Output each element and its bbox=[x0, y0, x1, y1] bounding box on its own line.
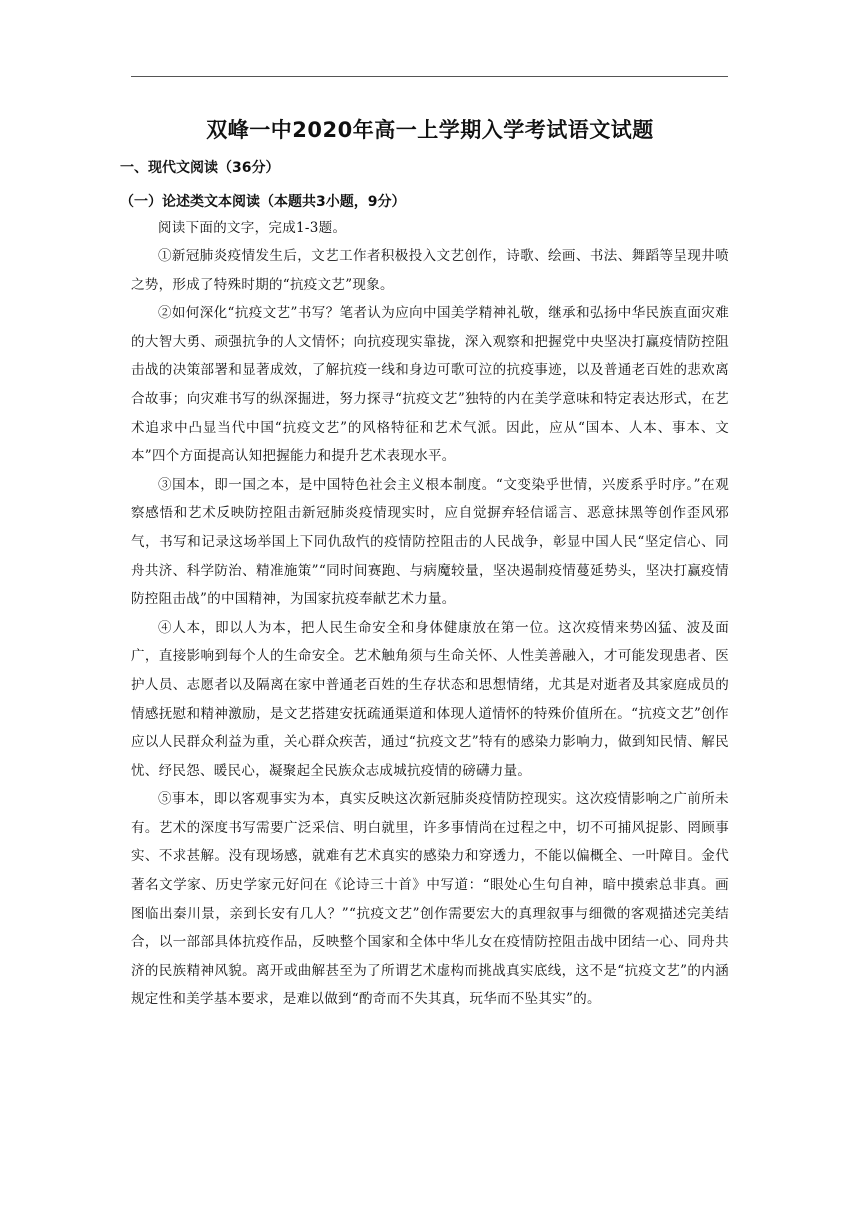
paragraph-5: ⑤事本，即以客观事实为本，真实反映这次新冠肺炎疫情防控现实。这次疫情影响之广前所未有。艺术的深度书写需要广泛采信、明白就里，许多事情尚在过程之中，切不可捕风捉影、罔顾事实、不求甚解。没有现场感，就难有艺术真实的感染力和穿透力，不能以偏概全、一叶障目。金代著名文学家、历史学家元好问在《论诗三十首》中写道：“眼处心生句自神，暗中摸索总非真。画图临出秦川景，亲到长安有几人？”“抗疫文艺”创作需要宏大的真理叙事与细微的客观描述完美结合，以一部部具体抗疫作品，反映整个国家和全体中华儿女在疫情防控阻击战中团结一心、同舟共济的民族精神风貌。离开或曲解甚至为了所谓艺术虚构而挑战真实底线，这不是“抗疫文艺”的内涵规定性和美学基本要求，是难以做到“酌奇而不失其真，玩华而不坠其实”的。 bbox=[131, 791, 729, 1008]
paragraph-3: ③国本，即一国之本，是中国特色社会主义根本制度。“文变染乎世情，兴废系乎时序。”在观察感悟和艺术反映防控阻击新冠肺炎疫情现实时，应自觉摒弃轻信谣言、恶意抹黑等创作歪风邪气，书写和记录这场举国上下同仇敌忾的疫情防控阻击的人民战争，彰显中国人民“坚定信心、同舟共济、科学防治、精准施策”“同时间赛跑、与病魔较量，坚决遏制疫情蔓延势头，坚决打赢疫情防控阻击战”的中国精神，为国家抗疫奉献艺术力量。 bbox=[131, 476, 729, 608]
paragraph-2: ②如何深化“抗疫文艺”书写？笔者认为应向中国美学精神礼敬，继承和弘扬中华民族直面灾难的大智大勇、顽强抗争的人文情怀；向抗疫现实靠拢，深入观察和把握党中央坚决打赢疫情防控阻击战的决策部署和显著成效，了解抗疫一线和身边可歌可泣的抗疫事迹，以及普通老百姓的悲欢离合故事；向灾难书写的纵深掘进，努力探寻“抗疫文艺”独特的内在美学意味和特定表达形式，在艺术追求中凸显当代中国“抗疫文艺”的风格特征和艺术气派。因此，应从“国本、人本、事本、文本”四个方面提高认知把握能力和提升艺术表现水平。 bbox=[131, 305, 729, 465]
subsection-heading-argumentative: （一）论述类文本阅读（本题共3小题，9分） bbox=[120, 194, 406, 210]
header-rule bbox=[131, 76, 728, 77]
section-heading-modern-reading: 一、现代文阅读（36分） bbox=[120, 160, 280, 176]
paragraph-1: ①新冠肺炎疫情发生后，文艺工作者积极投入文艺创作，诗歌、绘画、书法、舞蹈等呈现井喷之势，形成了特殊时期的“抗疫文艺”现象。 bbox=[131, 248, 729, 293]
reading-instruction: 阅读下面的文字，完成1-3题。 bbox=[158, 220, 347, 236]
article-body bbox=[131, 242, 729, 1014]
exam-title: 双峰一中2020年高一上学期入学考试语文试题 bbox=[206, 118, 654, 142]
paragraph-4: ④人本，即以人为本，把人民生命安全和身体健康放在第一位。这次疫情来势凶猛、波及面广，直接影响到每个人的生命安全。艺术触角须与生命关怀、人性美善融入，才可能发现患者、医护人员、志愿者以及隔离在家中普通老百姓的生存状态和思想情绪，尤其是对逝者及其家庭成员的情感抚慰和精神激励，是文艺搭建安抚疏通渠道和体现人道情怀的特殊价值所在。“抗疫文艺”创作应以人民群众利益为重，关心群众疾苦，通过“抗疫文艺”特有的感染力影响力，做到知民情、解民忧、纾民怨、暖民心，凝聚起全民族众志成城抗疫情的磅礴力量。 bbox=[131, 619, 729, 779]
